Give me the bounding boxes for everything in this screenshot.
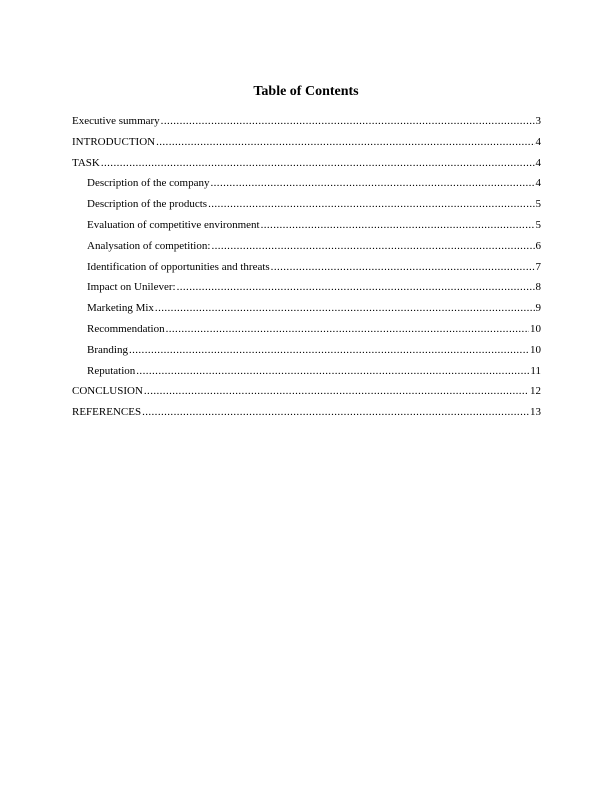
toc-dot-leader [271,260,535,274]
toc-entry-description-of-products[interactable] [72,197,541,218]
toc-entry-label: CONCLUSION [72,385,143,398]
toc-entry-page-number: 9 [535,302,541,315]
toc-entry-label: REFERENCES [72,406,142,419]
toc-dot-leader [177,280,535,294]
toc-dot-leader [166,322,529,336]
toc-entry-description-of-company[interactable] [72,176,541,197]
toc-entry-page-number: 12 [530,385,541,398]
toc-dot-leader [136,364,529,378]
toc-entry-evaluation-competitive-environment[interactable] [72,218,541,239]
toc-dot-leader [208,197,534,211]
toc-entry-executive-summary[interactable] [72,114,541,135]
toc-list [72,114,541,426]
toc-dot-leader [211,239,534,253]
toc-entry-opportunities-and-threats[interactable] [72,260,541,281]
toc-dot-leader [101,156,535,170]
toc-entry-marketing-mix[interactable] [72,301,541,322]
toc-entry-conclusion[interactable] [72,384,541,405]
toc-dot-leader [155,301,535,315]
toc-entry-page-number: 7 [535,260,541,273]
toc-entry-analysation-of-competition[interactable] [72,239,541,260]
toc-entry-page-number: 10 [530,322,541,335]
toc-entry-introduction[interactable] [72,135,541,156]
toc-dot-leader [161,114,535,128]
toc-entry-page-number: 5 [535,198,541,211]
toc-entry-label: Reputation [87,364,136,377]
toc-entry-task[interactable] [72,156,541,177]
toc-entry-page-number: 11 [530,364,541,377]
toc-entry-page-number: 10 [530,343,541,356]
toc-entry-page-number: 4 [535,177,541,190]
toc-dot-leader [156,135,534,149]
toc-dot-leader [142,405,529,419]
toc-entry-label: Marketing Mix [87,302,154,315]
toc-entry-label: TASK [72,156,100,169]
toc-entry-label: INTRODUCTION [72,135,156,148]
toc-entry-page-number: 6 [535,239,541,252]
toc-entry-page-number: 4 [535,156,541,169]
toc-dot-leader [129,343,529,357]
toc-entry-impact-on-unilever[interactable] [72,280,541,301]
toc-entry-label: Branding [87,343,128,356]
toc-entry-label: Description of the company [87,177,210,190]
toc-entry-label: Description of the products [87,198,208,211]
toc-title: Table of Contents [253,84,359,99]
toc-entry-label: Evaluation of competitive environment [87,218,260,231]
toc-entry-label: Recommendation [87,322,165,335]
toc-entry-page-number: 5 [535,218,541,231]
toc-entry-page-number: 3 [535,115,541,127]
toc-dot-leader [261,218,535,232]
toc-entry-label: Executive summary [72,115,160,127]
toc-entry-label: Impact on Unilever: [87,281,176,294]
toc-entry-label: Identification of opportunities and threats [87,260,270,273]
toc-entry-page-number: 13 [530,406,541,419]
toc-entry-page-number: 4 [535,135,541,148]
toc-entry-label: Analysation of competition: [87,239,211,252]
toc-entry-branding[interactable] [72,343,541,364]
toc-dot-leader [144,384,529,398]
toc-entry-references[interactable] [72,405,541,426]
toc-dot-leader [211,176,535,190]
toc-entry-recommendation[interactable] [72,322,541,343]
toc-entry-reputation[interactable] [72,364,541,385]
toc-entry-page-number: 8 [535,281,541,294]
